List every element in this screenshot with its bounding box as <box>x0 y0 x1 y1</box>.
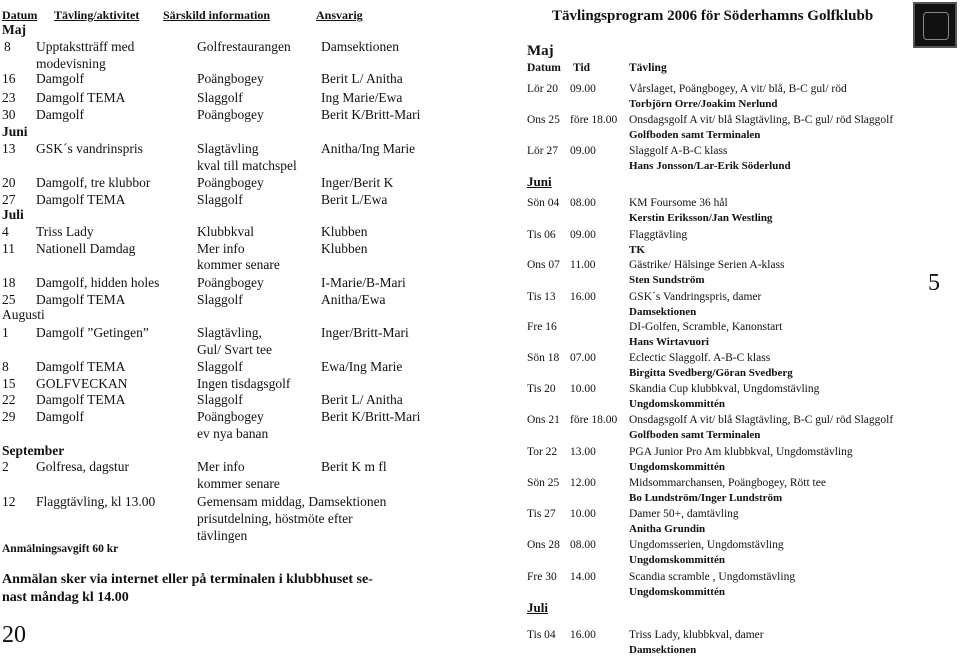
row-time: 11.00 <box>570 259 596 271</box>
row-date: Fre 16 <box>527 321 557 333</box>
row-date: Ons 21 <box>527 414 560 426</box>
row-date: Fre 30 <box>527 571 557 583</box>
row-date: Ons 28 <box>527 539 560 551</box>
row-competition: Vårslaget, Poängbogey, A vit/ blå, B-C gul/ röd <box>629 83 847 95</box>
row-responsible: Golfboden samt Terminalen <box>629 429 761 441</box>
row-time: 09.00 <box>570 145 596 157</box>
row-competition: Damer 50+, damtävling <box>629 508 739 520</box>
row-responsible: TK <box>629 244 645 256</box>
row-date: Lör 20 <box>527 83 558 95</box>
month-maj-right: Maj <box>527 43 554 59</box>
row-competition: Ungdomsserien, Ungdomstävling <box>629 539 784 551</box>
row-responsible: Ungdomskommittén <box>629 398 725 410</box>
row-responsible: Kerstin Eriksson/Jan Westling <box>629 212 773 224</box>
row-date: Ons 07 <box>527 259 560 271</box>
row-date: Tis 04 <box>527 629 556 641</box>
row-time: 13.00 <box>570 446 596 458</box>
page-number-right: 5 <box>928 270 940 296</box>
page-number-left: 20 <box>2 622 26 648</box>
row-time: före 18.00 <box>570 114 618 126</box>
row-date: Sön 04 <box>527 197 560 209</box>
row-competition: GSK´s Vandringspris, damer <box>629 291 762 303</box>
row-date: Sön 25 <box>527 477 560 489</box>
row-competition: Onsdagsgolf A vit/ blå Slagtävling, B-C gul/ röd Slaggolf <box>629 414 894 426</box>
row-time: 09.00 <box>570 229 596 241</box>
row-competition: KM Foursome 36 hål <box>629 197 728 209</box>
row-responsible: Ungdomskommittén <box>629 554 725 566</box>
row-time: 12.00 <box>570 477 596 489</box>
row-time: 08.00 <box>570 197 596 209</box>
month-juli: Juli <box>2 207 24 222</box>
row-time: 10.00 <box>570 383 596 395</box>
header-responsible: Ansvarig <box>316 8 363 22</box>
row-responsible: Damsektionen <box>629 306 697 318</box>
row-time: 07.00 <box>570 352 596 364</box>
row-competition: DI-Golfen, Scramble, Kanonstart <box>629 321 783 333</box>
row-responsible: Ungdomskommittén <box>629 586 725 598</box>
row-responsible: Bo Lundström/Inger Lundström <box>629 492 783 504</box>
row-competition: Onsdagsgolf A vit/ blå Slagtävling, B-C gul/ röd Slaggolf <box>629 114 894 126</box>
row-date: Tis 20 <box>527 383 556 395</box>
row-date: Tis 13 <box>527 291 556 303</box>
row-competition: Skandia Cup klubbkval, Ungdomstävling <box>629 383 820 395</box>
row-responsible: Ungdomskommittén <box>629 461 725 473</box>
row-time: 14.00 <box>570 571 596 583</box>
row-responsible: Sten Sundström <box>629 274 705 286</box>
col-competition: Tävling <box>629 62 667 74</box>
month-juni-right: Juni <box>527 174 552 189</box>
row-date: Tor 22 <box>527 446 558 458</box>
row-date: Ons 25 <box>527 114 560 126</box>
fee-note: Anmälningsavgift 60 kr <box>2 543 119 555</box>
row-responsible: Torbjörn Orre/Joakim Nerlund <box>629 98 778 110</box>
row-competition: Flaggtävling <box>629 229 688 241</box>
row-competition: PGA Junior Pro Am klubbkval, Ungdomstävling <box>629 446 853 458</box>
row-time: 09.00 <box>570 83 596 95</box>
row-time: 08.00 <box>570 539 596 551</box>
month-september: September <box>2 443 65 458</box>
row-time: före 18.00 <box>570 414 618 426</box>
col-date: Datum <box>527 62 561 74</box>
row-responsible: Hans Jonsson/Lar-Erik Söderlund <box>629 160 791 172</box>
signup-note-line1: Anmälan sker via internet eller på terminalen i klubbhuset se- <box>2 572 373 587</box>
month-juli-right: Juli <box>527 600 548 615</box>
row-time: 16.00 <box>570 629 596 641</box>
row-competition: Slaggolf A-B-C klass <box>629 145 728 157</box>
col-time: Tid <box>573 62 591 74</box>
row-competition: Gästrike/ Hälsinge Serien A-klass <box>629 259 785 271</box>
row-date: Sön 18 <box>527 352 560 364</box>
row-responsible: Anitha Grundin <box>629 523 706 535</box>
month-juni: Juni <box>2 124 28 139</box>
row-responsible: Hans Wirtavuori <box>629 336 709 348</box>
row-responsible: Damsektionen <box>629 644 697 656</box>
page-title: Tävlingsprogram 2006 för Söderhamns Golfklubb <box>552 8 874 24</box>
row-time: 10.00 <box>570 508 596 520</box>
month-maj: Maj <box>2 22 26 37</box>
month-augusti: Augusti <box>2 307 45 322</box>
row-date: Lör 27 <box>527 145 558 157</box>
header-date: Datum <box>2 8 38 22</box>
row-date: Tis 06 <box>527 229 556 241</box>
row-competition: Triss Lady, klubbkval, damer <box>629 629 764 641</box>
header-info: Särskild information <box>163 8 271 22</box>
row-date: Tis 27 <box>527 508 556 520</box>
row-competition: Midsommarchansen, Poängbogey, Rött tee <box>629 477 826 489</box>
row-competition: Eclectic Slaggolf. A-B-C klass <box>629 352 771 364</box>
signup-note-line2: nast måndag kl 14.00 <box>2 590 129 605</box>
row-responsible: Birgitta Svedberg/Göran Svedberg <box>629 367 793 379</box>
club-logo <box>913 2 957 48</box>
row-time: 16.00 <box>570 291 596 303</box>
header-activity: Tävling/aktivitet <box>54 8 140 22</box>
row-competition: Scandia scramble , Ungdomstävling <box>629 571 796 583</box>
row-responsible: Golfboden samt Terminalen <box>629 129 761 141</box>
